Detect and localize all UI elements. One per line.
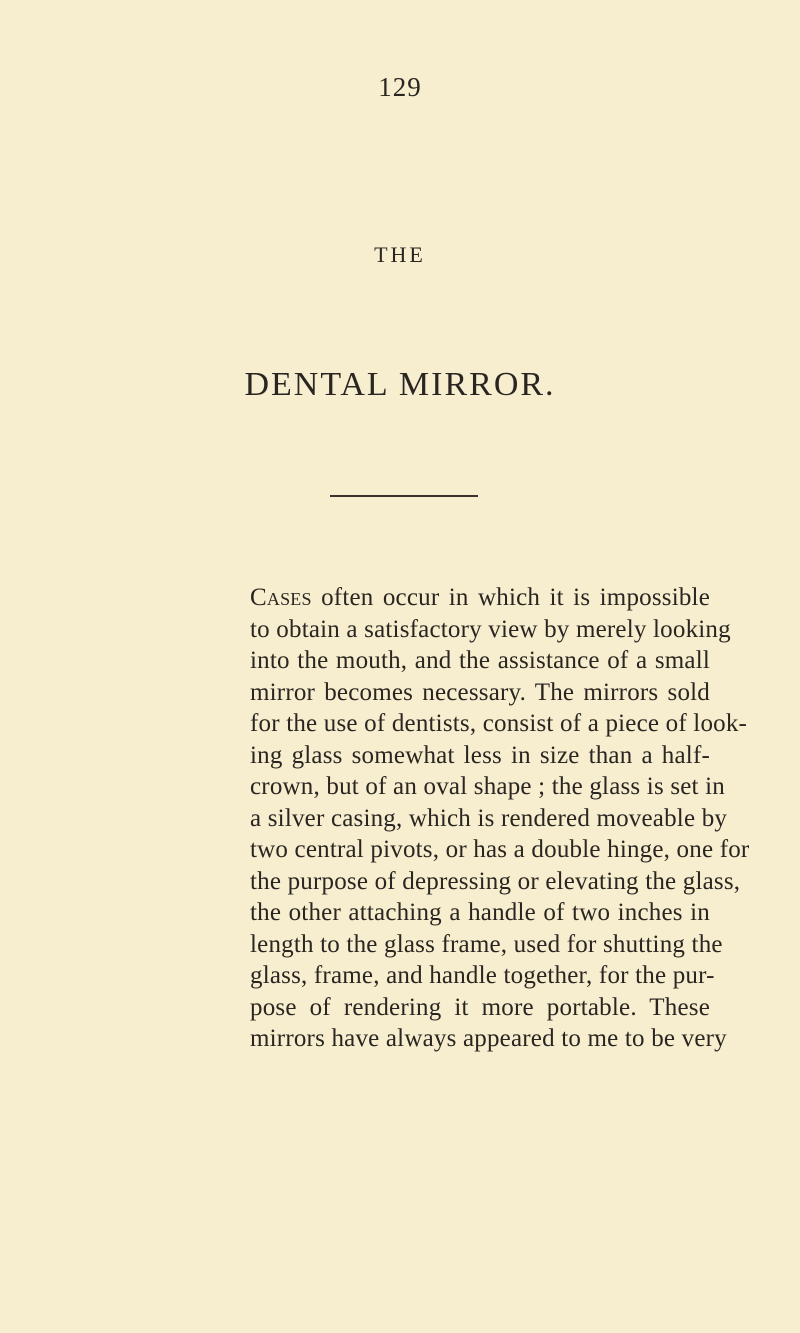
body-line-9: the purpose of depressing or elevating the glass, bbox=[250, 867, 741, 895]
page-number: 129 bbox=[378, 72, 422, 102]
body-line-12: glass, frame, and handle together, for the pur- bbox=[250, 962, 715, 989]
body-line-5: ing glass somewhat less in size than a half- bbox=[250, 741, 710, 769]
body-line-14: mirrors have always appeared to me to be very bbox=[250, 1025, 727, 1052]
body-line-3: mirror becomes necessary. The mirrors sold bbox=[250, 678, 710, 706]
divider-rule bbox=[330, 495, 478, 497]
chapter-title: DENTAL MIRROR. bbox=[244, 366, 556, 403]
body-line-7: a silver casing, which is rendered moveable by bbox=[250, 804, 728, 832]
body-line-10: the other attaching a handle of two inches in bbox=[250, 899, 710, 926]
body-paragraph bbox=[250, 582, 750, 1055]
body-line-8: two central pivots, or has a double hinge, one for bbox=[250, 836, 750, 863]
body-line-13: pose of rendering it more portable. These bbox=[250, 993, 710, 1021]
body-line-1: to obtain a satisfactory view by merely looking bbox=[250, 615, 731, 643]
first-line-rest: often occur in which it is impossible bbox=[311, 584, 710, 611]
body-line-2: into the mouth, and the assistance of a small bbox=[250, 647, 710, 674]
body-line-6: crown, but of an oval shape ; the glass is set in bbox=[250, 773, 725, 800]
first-word: Cases bbox=[250, 584, 312, 611]
body-line-0 bbox=[250, 582, 710, 614]
body-line-4: for the use of dentists, consist of a piece of look- bbox=[250, 710, 748, 737]
heading-the: THE bbox=[374, 242, 426, 267]
body-line-11: length to the glass frame, used for shutting the bbox=[250, 930, 723, 958]
